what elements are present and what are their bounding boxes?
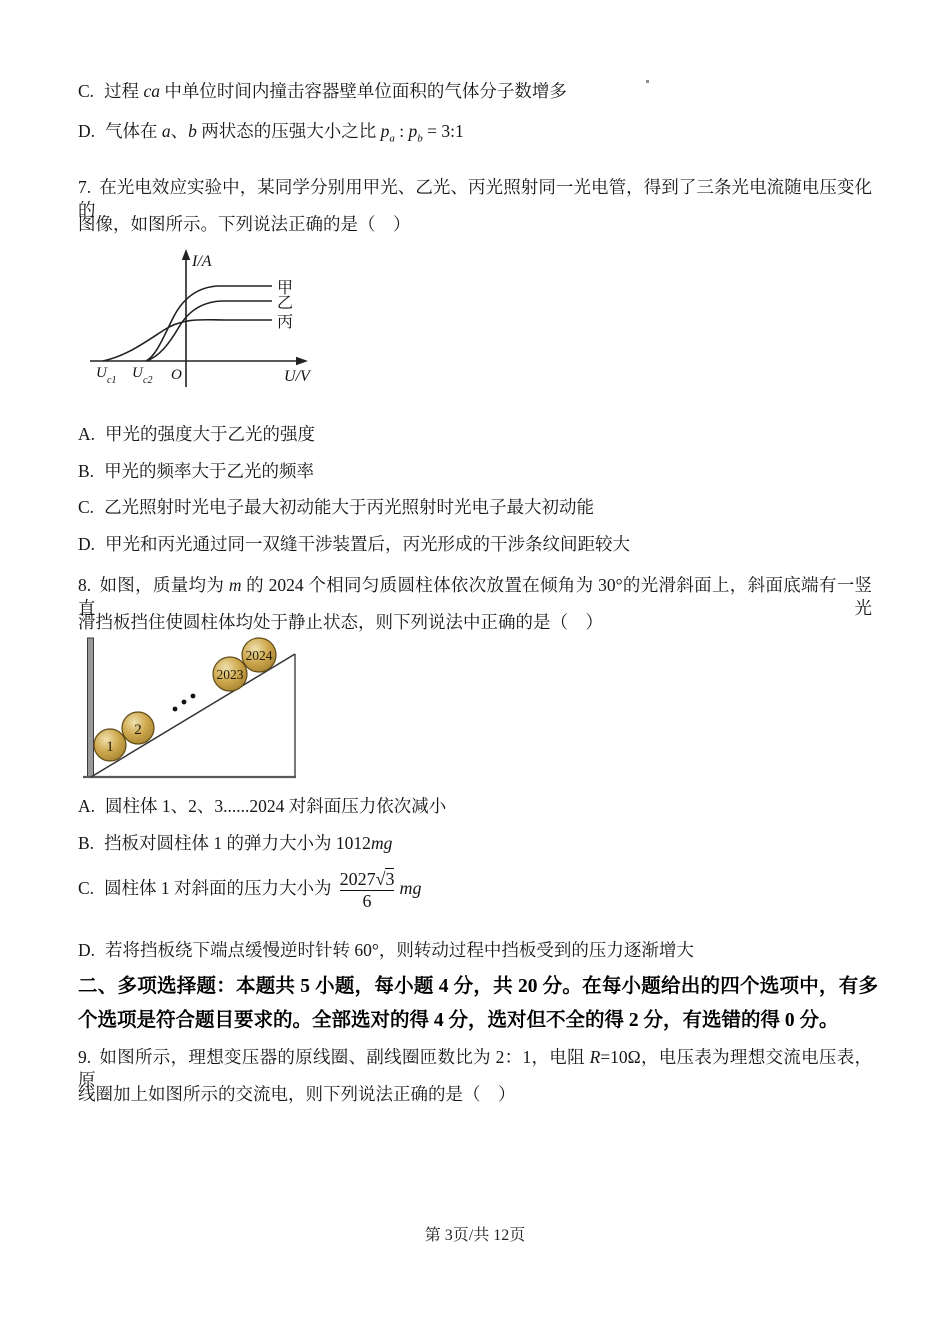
question-text: 滑挡板挡住使圆柱体均处于静止状态，则下列说法中正确的是（ ） (78, 612, 603, 632)
math-var: R (589, 1047, 601, 1067)
option-label: C. (78, 878, 95, 899)
option-label: D. (78, 534, 96, 554)
x-axis-label: U/V (284, 368, 310, 385)
math-var: p (408, 121, 418, 141)
option-text: 甲光的强度大于乙光的强度 (105, 424, 316, 444)
option-label: D. (78, 121, 96, 141)
option-text: 甲光的频率大于乙光的频率 (104, 461, 315, 481)
scan-artifact-dot (646, 80, 649, 83)
fraction-denominator: 6 (340, 890, 395, 912)
option-text: 圆柱体 1 对斜面的压力大小为 (104, 878, 332, 899)
uc2-subscript: c2 (143, 375, 153, 386)
curve-yi-label: 乙 (277, 295, 294, 312)
q7-option-b (78, 460, 314, 483)
option-label: B. (78, 461, 95, 481)
q9-stem-line2 (78, 1083, 516, 1106)
math-var: m (228, 575, 242, 595)
option-text: 挡板对圆柱体 1 的弹力大小为 1012 (104, 833, 371, 853)
y-axis-label: I/A (192, 253, 212, 270)
fraction-numerator: 2027√3 (339, 869, 395, 889)
y-axis-arrow (182, 249, 190, 260)
radical-sign: √ (375, 869, 386, 889)
page-footer: 第 3页/共 12页 (424, 1227, 526, 1244)
x-axis-arrow (296, 357, 308, 365)
q8-option-a (78, 795, 446, 818)
question-number: 7. (78, 177, 92, 197)
q7-option-a (78, 423, 315, 446)
cylinder-1-label: 1 (106, 739, 114, 755)
math-var: mg (399, 878, 422, 899)
math-var: mg (370, 833, 393, 853)
option-label: A. (78, 424, 96, 444)
uc2-label: U (132, 365, 143, 381)
section2-header-line1: 二、多项选择题：本题共 5 小题，每小题 4 分，共 20 分。在每小题给出的四个选项中，有多 (78, 976, 878, 997)
origin-label: O (171, 367, 182, 383)
ellipsis-dot (191, 694, 196, 699)
section2-header-line2: 个选项是符合题目要求的。全部选对的得 4 分，选对但不全的得 2 分，有选错的得 0 分。 (78, 1010, 839, 1031)
option-label: C. (78, 497, 95, 517)
option-text: 过程 (104, 81, 144, 101)
q6-option-c (78, 80, 567, 103)
q6-option-d (78, 120, 464, 143)
ellipsis-dot (182, 700, 187, 705)
question-number: 8. (78, 575, 92, 595)
incline-surface (91, 654, 295, 777)
math-var: p (380, 121, 390, 141)
math-var: b (188, 121, 197, 141)
option-label: D. (78, 940, 96, 960)
math-var: a (161, 121, 171, 141)
q8-option-b (78, 832, 392, 855)
uc1-label: U (96, 365, 107, 381)
curve-jia-label: 甲 (277, 280, 294, 297)
option-text: 乙光照射时光电子最大初动能大于丙光照射时光电子最大初动能 (104, 497, 595, 517)
math-var: ca (143, 81, 160, 101)
option-label: A. (78, 796, 96, 816)
question-text: 线圈加上如图所示的交流电，则下列说法正确的是（ ） (78, 1084, 516, 1104)
math-rhs: = 3:1 (422, 121, 464, 141)
option-text: 两状态的压强大小之比 (196, 121, 381, 141)
baffle-board (88, 638, 94, 777)
q8-stem-line2 (78, 611, 603, 634)
option-text: 、 (170, 121, 189, 141)
option-label: B. (78, 833, 95, 853)
question-text: 图像，如图所示。下列说法正确的是（ ） (78, 214, 411, 234)
question-text: =10Ω，电压表为理想交流电压表，原 (78, 1047, 873, 1090)
question-text: 的 2024 个相同匀质圆柱体依次放置在倾角为 30°的光滑斜面上，斜面底端有一竖直光 (78, 575, 873, 618)
option-text: 气体在 (105, 121, 162, 141)
curve-jia (146, 286, 272, 361)
math-subscript: b (417, 132, 423, 145)
option-text: 甲光和丙光通过同一双缝干涉装置后，丙光形成的干涉条纹间距较大 (105, 534, 631, 554)
cylinder-2-label: 2 (134, 722, 142, 738)
q8-option-d (78, 939, 694, 962)
radicand: 3 (385, 869, 395, 889)
option-text: 圆柱体 1、2、3......2024 对斜面压力依次减小 (105, 796, 447, 816)
q8-option-c (78, 869, 421, 911)
curve-bing (103, 320, 272, 361)
curve-yi (146, 301, 272, 361)
fraction (340, 869, 395, 911)
cylinder-2023-label: 2023 (216, 667, 244, 682)
q7-stem-line2 (78, 213, 411, 236)
option-label: C. (78, 81, 95, 101)
curve-bing-label: 丙 (277, 314, 294, 331)
cylinder-2024-label: 2024 (245, 648, 273, 663)
option-text: 中单位时间内撞击容器壁单位面积的气体分子数增多 (159, 81, 567, 101)
option-text: 若将挡板绕下端点缓慢逆时针转 60°，则转动过程中挡板受到的压力逐渐增大 (105, 940, 694, 960)
question-text: 如图，质量均为 (99, 575, 229, 595)
q8-incline-figure (80, 632, 308, 784)
q7-photocurrent-graph (86, 246, 326, 398)
q7-option-d (78, 533, 630, 556)
uc1-subscript: c1 (107, 375, 117, 386)
question-text: 如图所示，理想变压器的原线圈、副线圈匝数比为 2：1，电阻 (99, 1047, 590, 1067)
math-subscript: a (389, 132, 395, 145)
q7-option-c (78, 496, 594, 519)
math-colon: : (394, 121, 409, 141)
ellipsis-dot (173, 707, 178, 712)
question-text: 在光电效应实验中，某同学分别用甲光、乙光、丙光照射同一光电管，得到了三条光电流随电压变化的 (78, 177, 872, 220)
question-number: 9. (78, 1047, 92, 1067)
